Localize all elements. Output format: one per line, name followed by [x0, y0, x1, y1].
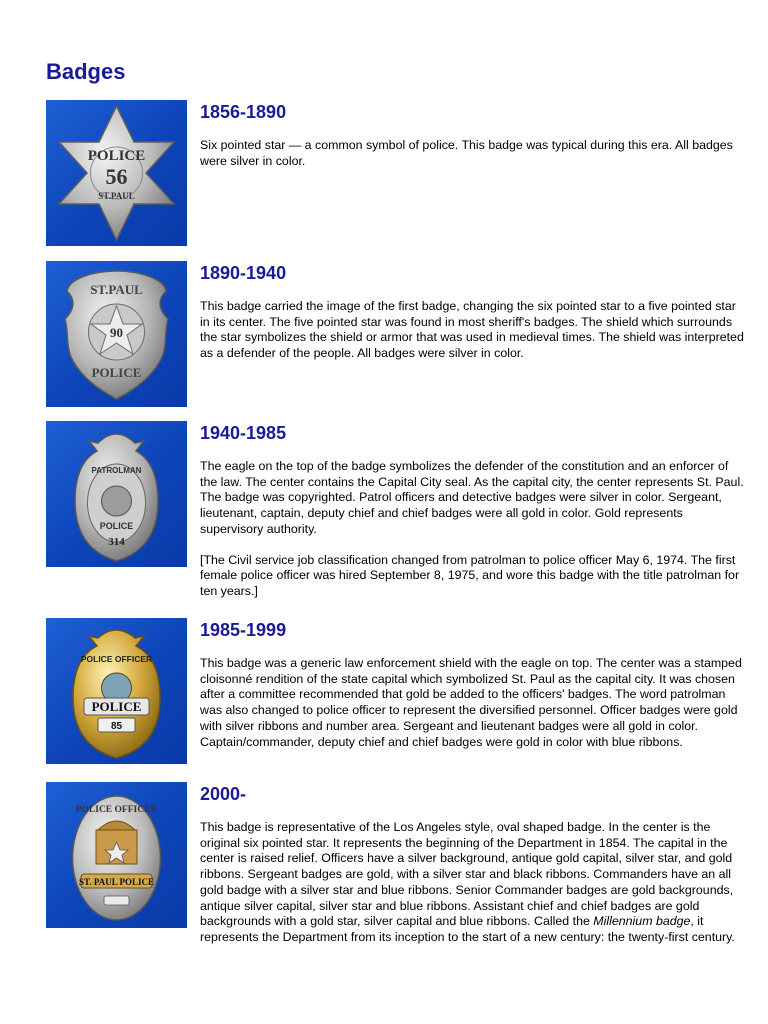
badge-text-top: PATROLMAN: [91, 466, 142, 475]
era-heading: 1856-1890: [200, 102, 287, 122]
badge-number: 85: [110, 721, 123, 732]
badge-image-shield-star: [46, 261, 187, 407]
badge-number: 314: [108, 536, 125, 548]
badge-description: This badge was a generic law enforcement shield with the eagle on top. The center was a stamped cloisonné rendition of the state capital which symbolized St. Paul as the capital city. It was chosen after a committee recommended that gold be added to the officers' badges. The word patrolman was also changed to police officer to represent the diversified personnel. Officer badges were gold with silver ribbons and number area. Sergeant and lieutenant badges were all gold in color. Captain/commander, deputy chief and chief badges were gold in color with blue ribbons.: [200, 656, 742, 749]
badge-description: The eagle on the top of the badge symbolizes the defender of the constitution and an enforcer of the law. The center contains the Capital City seal. As the capital city, the center represents St. Paul. The badge was copyrighted. Patrol officers and detective badges were silver in color. Sergeant, lieutenant, captain, deputy chief and chief badges were all gold in color. Gold represents supervisory authority.: [200, 459, 744, 536]
badge-text-top: POLICE OFFICER: [80, 654, 153, 664]
badge-image-six-point-star: [46, 100, 187, 246]
era-heading: 1940-1985: [200, 423, 287, 443]
era-heading: 2000-: [200, 784, 247, 804]
page-title: Badges: [46, 58, 126, 84]
badge-text-bottom: POLICE: [91, 365, 142, 380]
badge-description: This badge carried the image of the first badge, changing the six pointed star to a five pointed star in its center. The five pointed star was found in most sheriff's badges. The shield which surrounds the star symbolizes the shield or armor that was used in medieval times. The shield was interpreted as a defender of the people. All badges were silver in color.: [200, 299, 744, 361]
description-text-end: , it represents the Department from its inception to the start of a new century: the twenty-first century.: [200, 914, 735, 944]
badge-text-bottom: POLICE: [91, 699, 142, 714]
badge-text-bottom: POLICE: [99, 521, 134, 531]
badge-text-top: POLICE OFFICER: [75, 805, 158, 815]
badge-text-top: POLICE: [87, 148, 146, 164]
badge-text-bottom: ST.PAUL: [98, 191, 135, 201]
badge-number: 56: [105, 164, 128, 189]
badge-description: Six pointed star — a common symbol of police. This badge was typical during this era. All badges were silver in color.: [200, 138, 733, 168]
description-text: This badge is representative of the Los Angeles style, oval shaped badge. In the center is the original six pointed star. It represents the beginning of the Department in 1854. The capital in the center is raised relief. Officers have a silver background, antique gold capital, silver star, and gold ribbons. Sergeant badges are gold, with a silver star and black ribbons. Commanders have an all gold badge with a silver star and blue ribbons. Senior Commander badges are gold backgrounds, antique silver capital, silver star and blue ribbons. Assistant chief and chief badges are gold backgrounds with a gold star, silver capital and blue ribbons. Called the: [200, 820, 734, 929]
millennium-badge-emphasis: Millennium badge: [593, 914, 691, 929]
era-heading: 1890-1940: [200, 263, 287, 283]
badge-description: [200, 820, 746, 946]
badge-text-top: ST.PAUL: [90, 282, 143, 297]
era-heading: 1985-1999: [200, 620, 287, 640]
badge-image-millennium-oval: [46, 782, 187, 928]
badge-image-eagle-shield-gold: [46, 618, 187, 764]
badge-note: [The Civil service job classification changed from patrolman to police officer May 6, 1974. The first female police officer was hired September 8, 1975, and wore this badge with the title patrolman for ten years.]: [200, 552, 740, 598]
badge-text-bottom: ST. PAUL POLICE: [79, 877, 154, 887]
badge-number: 90: [110, 325, 123, 340]
badge-image-eagle-oval-silver: [46, 421, 187, 567]
